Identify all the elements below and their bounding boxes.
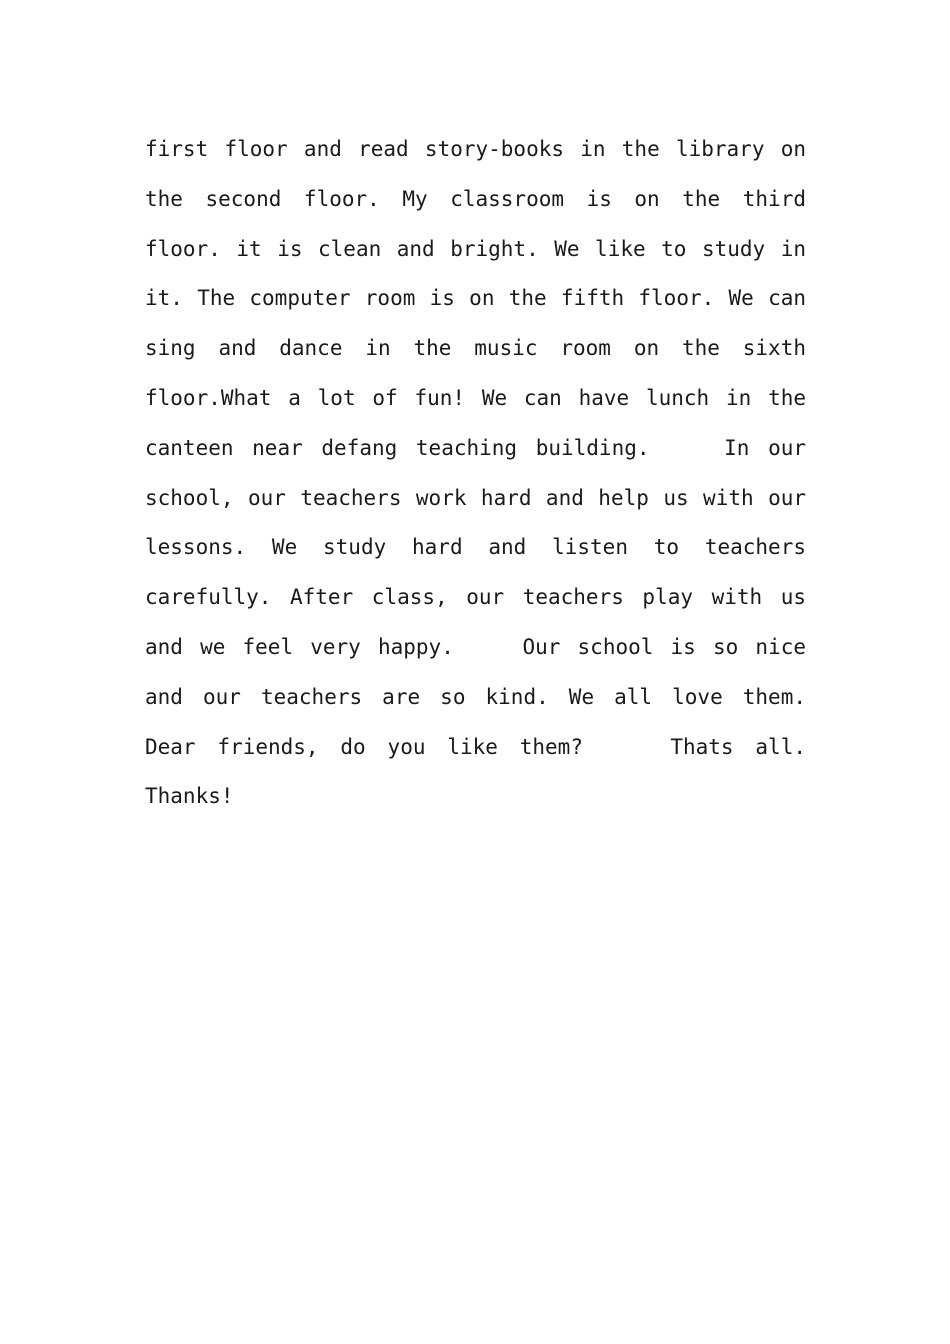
text-line: first floor and read story-books in the library on <box>145 137 806 161</box>
body-text <box>145 125 806 822</box>
text-line: lessons. We study hard and listen to teachers <box>145 535 806 560</box>
text-line: and we feel very happy. Our school is so nice <box>145 634 806 659</box>
text-line: the second floor. My classroom is on the third <box>145 186 806 211</box>
text-line: and our teachers are so kind. We all love them. <box>145 684 806 709</box>
text-line: sing and dance in the music room on the sixth <box>145 336 806 361</box>
text-line: carefully. After class, our teachers play with us <box>145 585 806 610</box>
text-line: canteen near defang teaching building. In our <box>145 435 806 460</box>
text-line: school, our teachers work hard and help us with our <box>145 485 806 510</box>
text-line: floor.What a lot of fun! We can have lunch in the <box>145 385 806 410</box>
text-line: floor. it is clean and bright. We like to study in <box>145 236 806 261</box>
text-line: Dear friends, do you like them? Thats all. <box>145 734 806 759</box>
text-line: it. The computer room is on the fifth floor. We can <box>145 286 806 311</box>
text-line: Thanks! <box>145 784 234 809</box>
